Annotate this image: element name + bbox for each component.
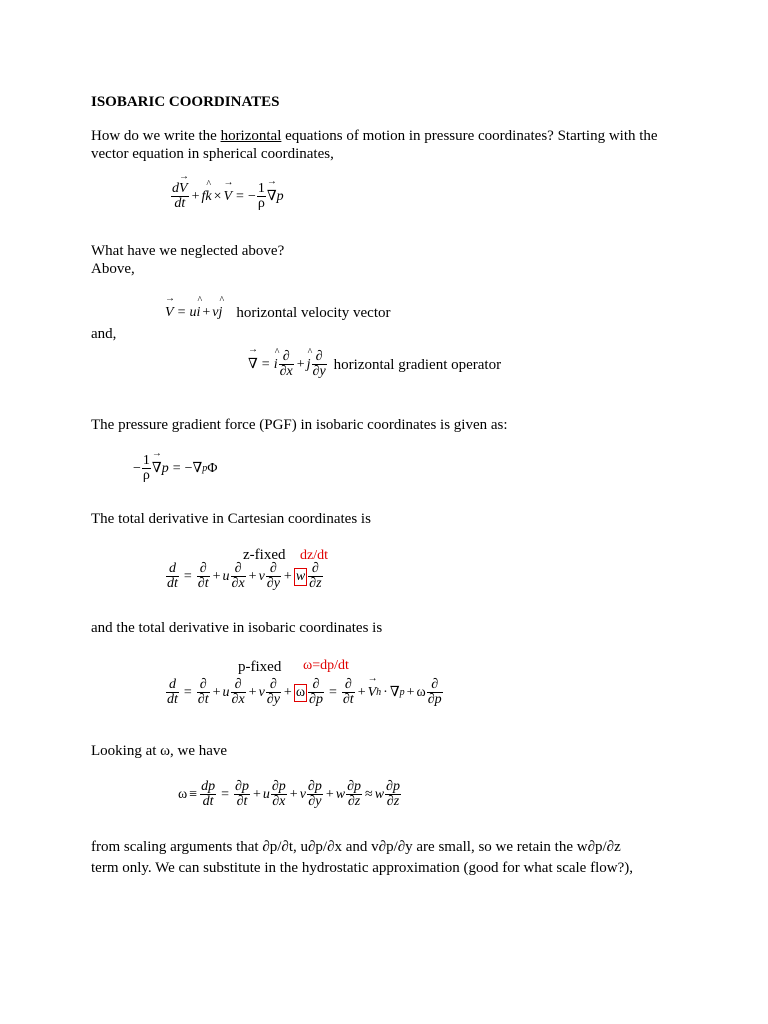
z-fixed-label: z-fixed bbox=[243, 547, 286, 563]
equation-pgf: − $\frac{1}{\rho}$ → ∇ p = −∇ p Φ bbox=[133, 454, 218, 483]
cartesian-text: The total derivative in Cartesian coordinates is bbox=[91, 511, 371, 527]
equation-isobaric-derivative: $\frac{d}{dt}$ = $\frac{\partial}{\partial t}$ + u $\frac{\partial}{\partial x}$ + v $\frac{\partial}{\partial y}$ + ω $\frac{\partial}{\partial p}$ = $\frac{\partial}{\partial t}$ + → V h · ∇ p + ω $\frac{\partial}{\partial p}$ bbox=[165, 678, 444, 707]
scaling-line-2: term only. We can substitute in the hydrostatic approximation (good for what scale flow?), bbox=[91, 860, 633, 876]
looking-at-omega: Looking at ω, we have bbox=[91, 743, 228, 759]
equation-omega: ω ≡ $\frac{dp}{dt}$ = $\frac{\partial p}{\partial t}$ + u $\frac{\partial p}{\partial x}$ + v $\frac{\partial p}{\partial y}$ + w $\frac{\partial p}{\partial z}$ ≈ w $\frac{\partial p}{\partial z}$ bbox=[178, 779, 400, 809]
intro-text-start: How do we write the bbox=[91, 128, 221, 144]
gradient-label: horizontal gradient operator bbox=[333, 356, 502, 373]
intro-underlined-word: horizontal bbox=[220, 128, 282, 144]
dz-dt-label: dz/dt bbox=[300, 548, 328, 563]
omega-highlight-box: ω bbox=[295, 684, 306, 700]
velocity-label: horizontal velocity vector bbox=[236, 305, 391, 321]
equation-cartesian-derivative: $\frac{d}{dt}$ = $\frac{\partial}{\partial t}$ + u $\frac{\partial}{\partial x}$ + v $\frac{\partial}{\partial y}$ + w $\frac{\partial}{\partial z}$ bbox=[167, 561, 322, 591]
intro-text-end: equations of motion in pressure coordinates? Starting with the bbox=[281, 128, 658, 144]
omega-dp-dt-label: ω=dp/dt bbox=[303, 658, 349, 673]
equation-gradient: → ∇ = ^ i $\frac{\partial}{\partial x}$ + ^ j $\frac{\partial}{\partial y}$ horizontal gradient operator bbox=[248, 350, 501, 379]
pgf-text: The pressure gradient force (PGF) in isobaric coordinates is given as: bbox=[91, 417, 508, 433]
w-highlight-box: w bbox=[295, 568, 306, 584]
intro-paragraph-line2: vector equation in spherical coordinates, bbox=[91, 146, 334, 162]
isobaric-text: and the total derivative in isobaric coordinates is bbox=[91, 620, 383, 636]
p-fixed-label: p-fixed bbox=[238, 659, 282, 675]
and-text: and, bbox=[91, 326, 117, 342]
equation-velocity: → V = u^ i + v^ j horizontal velocity vector bbox=[165, 304, 390, 322]
equation-momentum: $\frac{d\to V}{dt}$ + f^ k × → V = − $\frac{1}{\rho}$ → ∇ p bbox=[170, 182, 284, 211]
intro-paragraph-line1 bbox=[91, 127, 658, 145]
above-text: Above, bbox=[91, 261, 135, 277]
page-title: ISOBARIC COORDINATES bbox=[91, 94, 280, 110]
neglected-question: What have we neglected above? bbox=[91, 243, 285, 259]
scaling-line-1: from scaling arguments that ∂p/∂t, u∂p/∂x and v∂p/∂y are small, so we retain the w∂p/∂z bbox=[91, 839, 621, 855]
